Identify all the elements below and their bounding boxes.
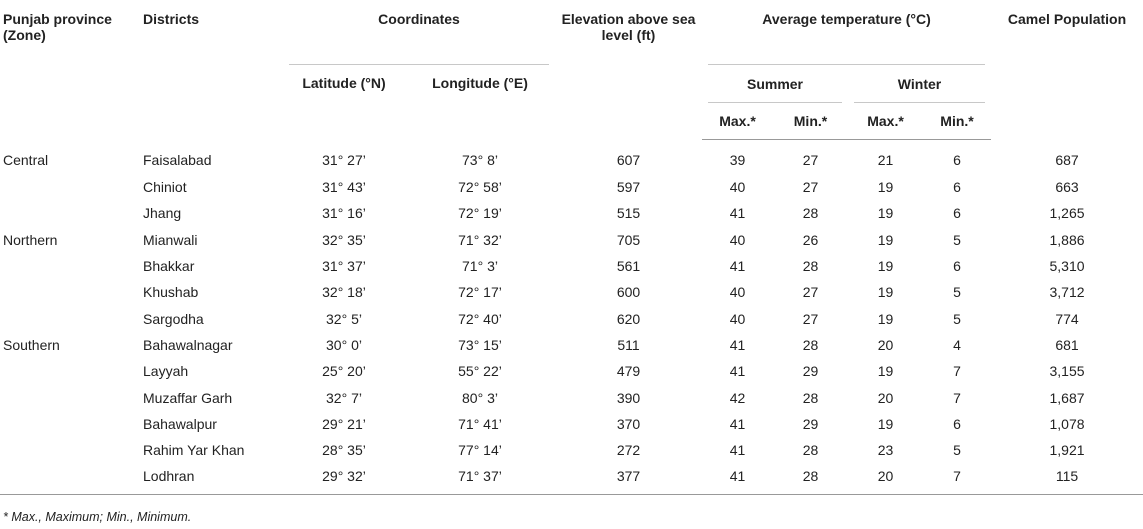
zone-cell: Northern [3, 231, 58, 248]
summer-max-cell: 39 [729, 152, 746, 168]
winter-max-cell: 21 [877, 152, 894, 168]
latitude-cell: 30° 0’ [326, 336, 362, 353]
winter-min-cell: 6 [953, 415, 961, 432]
winter-min-cell: 6 [953, 152, 961, 168]
longitude-cell: 72° 19’ [458, 205, 502, 222]
zone-cell [0, 437, 143, 463]
longitude-cell: 72° 40’ [458, 310, 502, 327]
table-row [0, 253, 1143, 279]
header-districts: Districts [143, 11, 200, 27]
summer-min-cell: 27 [802, 284, 819, 301]
summer-min-cell: 28 [802, 205, 819, 222]
camel-cell: 687 [1055, 151, 1079, 168]
summer-min-cell: 28 [773, 463, 848, 494]
elevation-cell: 600 [616, 284, 641, 301]
winter-max-cell: 19 [877, 284, 894, 301]
zone-cell [0, 174, 143, 200]
district-cell: Chiniot [143, 179, 187, 196]
summer-min-cell: 29 [802, 415, 819, 432]
winter-min-cell: 6 [953, 205, 961, 222]
longitude-cell: 80° 3’ [462, 389, 498, 406]
header-summer: Summer [702, 65, 848, 103]
zone-cell [0, 279, 143, 305]
winter-max-cell: 20 [877, 336, 894, 353]
longitude-cell: 73° 15’ [458, 336, 502, 353]
winter-max-cell: 19 [877, 205, 894, 222]
winter-min-cell: 5 [953, 284, 961, 301]
elevation-cell: 390 [616, 389, 641, 406]
elevation-cell: 705 [616, 231, 641, 248]
longitude-cell: 73° 8’ [462, 151, 498, 168]
camel-cell: 1,687 [1049, 389, 1085, 406]
district-cell: Lodhran [143, 463, 283, 494]
longitude-cell: 72° 17’ [458, 284, 502, 301]
latitude-cell: 31° 43’ [322, 179, 366, 196]
elevation-cell: 620 [616, 310, 641, 327]
longitude-cell: 71° 3’ [462, 258, 498, 275]
district-cell: Khushab [143, 284, 199, 301]
camel-data-table [0, 3, 1143, 495]
summer-max-cell: 41 [729, 415, 746, 432]
summer-min-cell: 28 [802, 442, 819, 459]
summer-min-cell: 28 [802, 336, 819, 353]
camel-cell: 1,078 [1049, 415, 1085, 432]
district-cell: Bahawalnagar [143, 336, 233, 353]
latitude-cell: 25° 20’ [322, 363, 366, 380]
camel-cell: 1,886 [1049, 231, 1085, 248]
camel-cell: 681 [1055, 336, 1079, 353]
elevation-cell: 607 [616, 151, 641, 168]
summer-min-cell: 27 [802, 179, 819, 196]
elevation-cell: 272 [616, 442, 641, 459]
camel-cell: 1,921 [1049, 442, 1085, 459]
zone-cell [0, 384, 143, 410]
latitude-cell: 32° 5’ [326, 310, 362, 327]
winter-min-cell: 7 [953, 389, 961, 406]
winter-max-cell: 20 [848, 463, 923, 494]
table-row [0, 140, 1143, 175]
camel-cell: 5,310 [1049, 258, 1085, 275]
winter-min-cell: 7 [923, 463, 991, 494]
header-winter-max: Max.* [848, 103, 923, 140]
winter-min-cell: 6 [953, 179, 961, 196]
camel-cell: 3,712 [1049, 284, 1085, 301]
header-row-1 [0, 3, 1143, 65]
winter-min-cell: 5 [953, 310, 961, 327]
zone-cell [0, 305, 143, 331]
summer-max-cell: 41 [729, 442, 746, 459]
summer-min-cell: 29 [802, 363, 819, 380]
winter-min-cell: 5 [953, 231, 961, 248]
latitude-cell: 32° 35’ [322, 231, 366, 248]
summer-max-cell: 40 [729, 179, 746, 196]
district-cell: Jhang [143, 205, 182, 222]
table-row [0, 463, 1143, 494]
latitude-cell: 29° 21’ [322, 415, 366, 432]
table-row [0, 384, 1143, 410]
summer-max-cell: 41 [729, 336, 746, 353]
summer-max-cell: 41 [729, 205, 746, 222]
summer-min-cell: 28 [802, 389, 819, 406]
table-row [0, 279, 1143, 305]
camel-cell: 3,155 [1049, 363, 1085, 380]
summer-min-cell: 28 [802, 258, 819, 275]
district-cell: Layyah [143, 363, 189, 380]
table-row [0, 437, 1143, 463]
longitude-cell: 71° 37’ [405, 463, 555, 494]
summer-max-cell: 41 [729, 258, 746, 275]
header-province: Punjab province (Zone) [3, 11, 112, 43]
camel-cell: 663 [1055, 179, 1079, 196]
longitude-cell: 72° 58’ [458, 179, 502, 196]
summer-max-cell: 41 [702, 463, 773, 494]
latitude-cell: 32° 18’ [322, 284, 366, 301]
header-average-temperature: Average temperature (°C) [702, 3, 991, 65]
longitude-cell: 71° 41’ [458, 415, 502, 432]
zone-cell [0, 358, 143, 384]
table-body [0, 140, 1143, 495]
winter-max-cell: 19 [877, 415, 894, 432]
winter-max-cell: 19 [877, 258, 894, 275]
winter-max-cell: 19 [877, 310, 894, 327]
table-row [0, 358, 1143, 384]
summer-min-cell: 27 [802, 152, 819, 168]
summer-min-cell: 26 [802, 231, 819, 248]
winter-max-cell: 19 [877, 179, 894, 196]
camel-cell: 1,265 [1049, 205, 1085, 222]
latitude-cell: 31° 27’ [322, 151, 366, 168]
winter-max-cell: 20 [877, 389, 894, 406]
header-summer-max: Max.* [702, 103, 773, 140]
summer-max-cell: 42 [729, 389, 746, 406]
winter-min-cell: 6 [953, 258, 961, 275]
table-row [0, 411, 1143, 437]
summer-max-cell: 40 [729, 284, 746, 301]
winter-max-cell: 23 [877, 442, 894, 459]
latitude-cell: 28° 35’ [322, 442, 366, 459]
elevation-cell: 597 [616, 179, 641, 196]
summer-max-cell: 40 [729, 310, 746, 327]
winter-min-cell: 4 [953, 336, 961, 353]
latitude-cell: 31° 16’ [322, 205, 366, 222]
header-camel-population: Camel Population [1007, 11, 1127, 27]
zone-cell: Southern [3, 336, 60, 353]
zone-cell [0, 253, 143, 279]
latitude-cell: 29° 32’ [283, 463, 405, 494]
table-row [0, 200, 1143, 226]
table-row [0, 227, 1143, 253]
table-row [0, 305, 1143, 331]
camel-cell: 774 [1055, 310, 1079, 327]
elevation-cell: 561 [616, 258, 641, 275]
header-longitude: Longitude (°E) [432, 75, 528, 91]
district-cell: Muzaffar Garh [143, 389, 233, 406]
table-row [0, 332, 1143, 358]
latitude-cell: 31° 37’ [322, 258, 366, 275]
header-winter-min: Min.* [923, 103, 991, 140]
winter-min-cell: 7 [953, 363, 961, 380]
elevation-cell: 515 [616, 205, 641, 222]
longitude-cell: 55° 22’ [458, 363, 502, 380]
header-elevation: Elevation above sea level (ft) [561, 11, 696, 43]
elevation-cell: 370 [616, 415, 641, 432]
longitude-cell: 77° 14’ [458, 442, 502, 459]
district-cell: Faisalabad [143, 151, 212, 168]
elevation-cell: 377 [555, 463, 702, 494]
summer-min-cell: 27 [802, 310, 819, 327]
zone-cell [0, 463, 143, 494]
summer-max-cell: 41 [729, 363, 746, 380]
winter-min-cell: 5 [953, 442, 961, 459]
district-cell: Bhakkar [143, 258, 195, 275]
header-coordinates: Coordinates [283, 3, 555, 65]
longitude-cell: 71° 32’ [458, 231, 502, 248]
header-summer-min: Min.* [773, 103, 848, 140]
table-row [0, 174, 1143, 200]
zone-cell: Central [3, 151, 49, 168]
district-cell: Bahawalpur [143, 415, 217, 432]
summer-max-cell: 40 [729, 231, 746, 248]
district-cell: Sargodha [143, 310, 204, 327]
zone-cell [0, 200, 143, 226]
winter-max-cell: 19 [877, 231, 894, 248]
table-footnote: * Max., Maximum; Min., Minimum. [3, 510, 192, 524]
camel-cell: 115 [991, 463, 1143, 494]
latitude-cell: 32° 7’ [326, 389, 362, 406]
district-cell: Rahim Yar Khan [143, 442, 245, 459]
header-latitude: Latitude (°N) [302, 75, 386, 91]
elevation-cell: 479 [616, 363, 641, 380]
district-cell: Mianwali [143, 231, 198, 248]
header-winter: Winter [848, 65, 991, 103]
zone-cell [0, 411, 143, 437]
elevation-cell: 511 [617, 336, 640, 353]
winter-max-cell: 19 [877, 363, 894, 380]
